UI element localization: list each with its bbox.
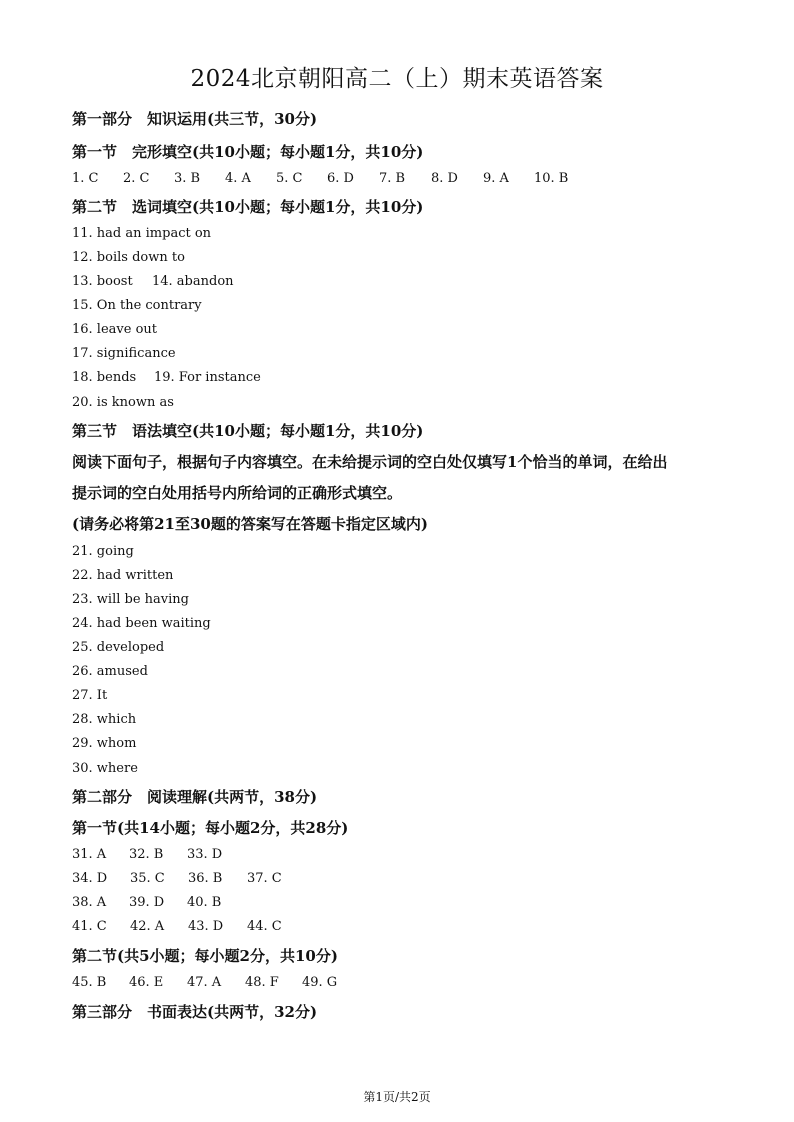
answer-item: 45. B — [72, 975, 107, 990]
part3-heading: 第三部分 书面表达(共两节，32分) — [72, 1003, 318, 1021]
answer-line: 30. where — [72, 761, 138, 776]
answer-item: 40. B — [187, 895, 222, 910]
answer-item: 9. A — [483, 171, 509, 186]
answer-item: 34. D — [72, 871, 108, 886]
answer-line: 12. boils down to — [72, 250, 185, 265]
answer-item: 3. B — [174, 171, 201, 186]
answer-line: 24. had been waiting — [72, 616, 211, 631]
answer-line: 20. is known as — [72, 395, 174, 410]
answer-item: 2. C — [123, 171, 150, 186]
answer-line: 27. It — [72, 688, 108, 703]
answer-line: 15. On the contrary — [72, 298, 202, 313]
answer-item: 37. C — [247, 871, 282, 886]
answer-item: 19. For instance — [154, 370, 261, 385]
instruction-line: 阅读下面句子，根据句子内容填空。在未给提示词的空白处仅填写1个恰当的单词，在给出 — [72, 453, 668, 471]
answer-item: 33. D — [187, 847, 223, 862]
instruction-line: 提示词的空白处用括号内所给词的正确形式填空。 — [72, 484, 403, 502]
answer-item: 5. C — [276, 171, 303, 186]
answer-item: 36. B — [188, 871, 223, 886]
answer-item: 39. D — [129, 895, 165, 910]
answer-item: 7. B — [379, 171, 406, 186]
part1-heading: 第一部分 知识运用(共三节，30分) — [72, 110, 318, 128]
answer-item: 18. bends — [72, 370, 137, 385]
answer-item: 42. A — [130, 919, 165, 934]
answer-line: 11. had an impact on — [72, 226, 212, 241]
part2-heading: 第二部分 阅读理解(共两节，38分) — [72, 788, 318, 806]
answer-item: 6. D — [327, 171, 354, 186]
answer-item: 8. D — [431, 171, 458, 186]
page-footer: 第1页/共2页 — [363, 1090, 431, 1104]
answer-line: 29. whom — [72, 736, 137, 751]
answer-line: 28. which — [72, 712, 137, 727]
answer-item: 48. F — [245, 975, 279, 990]
instruction-note: (请务必将第21至30题的答案写在答题卡指定区域内) — [72, 515, 428, 533]
answer-item: 14. abandon — [152, 274, 234, 289]
page-title: 2024北京朝阳高二（上）期末英语答案 — [190, 66, 604, 92]
answer-line: 26. amused — [72, 664, 148, 679]
part1-section1-heading: 第一节 完形填空(共10小题；每小题1分，共10分) — [72, 143, 424, 161]
answer-item: 1. C — [72, 171, 99, 186]
part2-section2-heading: 第二节(共5小题；每小题2分，共10分) — [72, 947, 338, 965]
answer-item: 4. A — [225, 171, 251, 186]
answer-line: 21. going — [72, 544, 134, 559]
answer-item: 47. A — [187, 975, 222, 990]
answer-item: 46. E — [129, 975, 164, 990]
answer-line: 17. significance — [72, 346, 176, 361]
part1-section2-heading: 第二节 选词填空(共10小题；每小题1分，共10分) — [72, 198, 424, 216]
answer-item: 43. D — [188, 919, 224, 934]
answer-item: 35. C — [130, 871, 165, 886]
answer-line: 23. will be having — [72, 592, 190, 607]
answer-line: 25. developed — [72, 640, 165, 655]
answer-line: 16. leave out — [72, 322, 158, 337]
part2-section1-heading: 第一节(共14小题；每小题2分，共28分) — [72, 819, 349, 837]
answer-item: 41. C — [72, 919, 107, 934]
answer-item: 49. G — [302, 975, 338, 990]
part1-section3-heading: 第三节 语法填空(共10小题；每小题1分，共10分) — [72, 422, 424, 440]
answer-item: 13. boost — [72, 274, 133, 289]
answer-item: 38. A — [72, 895, 107, 910]
answer-line: 22. had written — [72, 568, 174, 583]
answer-item: 31. A — [72, 847, 107, 862]
answer-item: 44. C — [247, 919, 282, 934]
answer-item: 32. B — [129, 847, 164, 862]
answer-item: 10. B — [534, 171, 569, 186]
